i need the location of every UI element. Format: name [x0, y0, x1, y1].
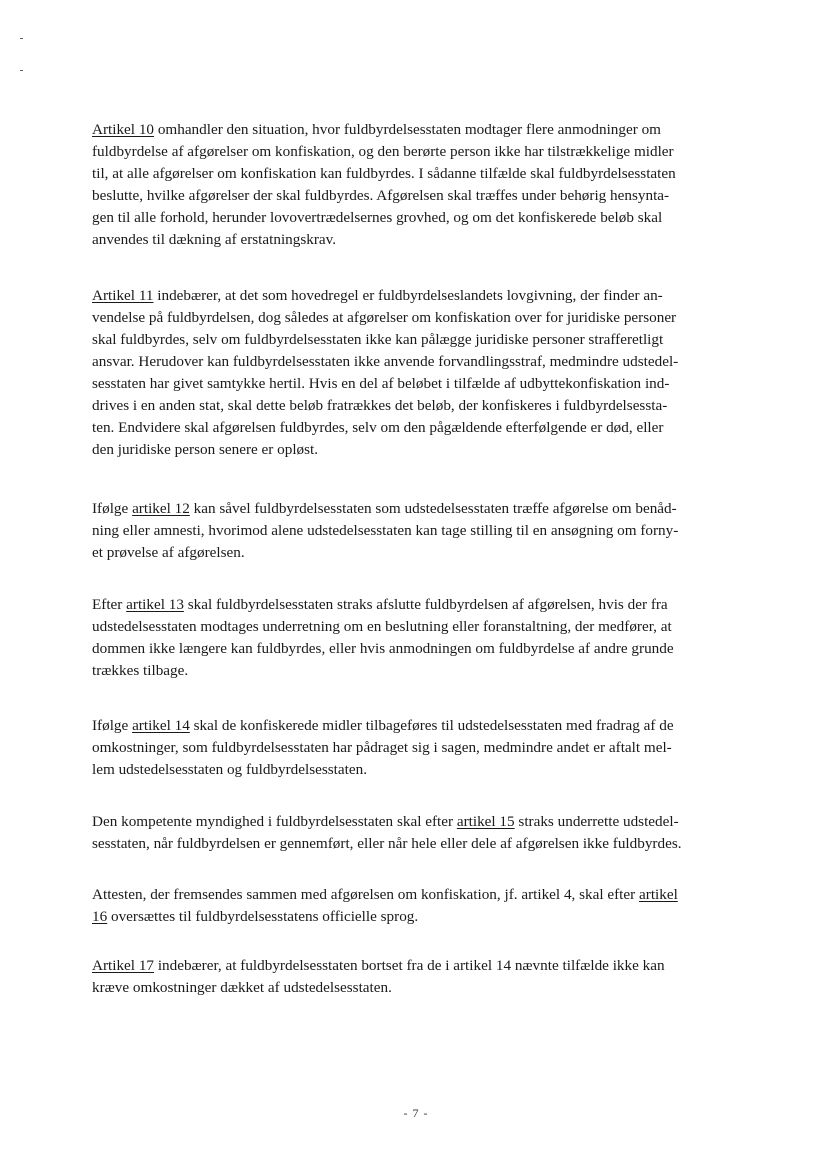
- line-text: kan såvel fuldbyrdelsesstaten som udstedelsesstaten træffe afgørelse om benåd-: [189, 500, 677, 517]
- scan-speck: [20, 38, 23, 39]
- line-text: til, at alle afgørelser om konfiskation kan fuldbyrdes. I sådanne tilfælde skal fuldbyrdelsesstaten: [92, 165, 676, 182]
- line-text: fuldbyrdelse af afgørelser om konfiskation, og den berørte person ikke har tilstrækkelige midler: [92, 143, 674, 160]
- line-text: omkostninger, som fuldbyrdelsesstaten har pådraget sig i sagen, medmindre andet er aftalt mel-: [92, 739, 672, 756]
- text-line: [92, 616, 740, 638]
- line-text: sesstaten har givet samtykke hertil. Hvis en del af beløbet i tilfælde af udbyttekonfiskation ind-: [92, 375, 670, 392]
- article-reference: Artikel 10: [92, 121, 155, 138]
- text-line: [92, 759, 740, 781]
- text-line: [92, 884, 740, 906]
- paragraph-artikel-13: [92, 594, 740, 682]
- text-line: [92, 955, 740, 977]
- paragraph-artikel-11: [92, 285, 740, 461]
- text-line: [92, 395, 740, 417]
- line-text: sesstaten, når fuldbyrdelsen er gennemført, eller når hele eller dele af afgørelsen ikke fuldbyrdes.: [92, 835, 682, 852]
- paragraph-artikel-14: [92, 715, 740, 781]
- text-line: [92, 977, 740, 999]
- line-text: den juridiske person senere er opløst.: [92, 441, 319, 458]
- text-line: [92, 119, 740, 141]
- paragraph-artikel-12: [92, 498, 740, 564]
- text-line: [92, 906, 740, 928]
- line-text: et prøvelse af afgørelsen.: [92, 544, 245, 561]
- line-text: Attesten, der fremsendes sammen med afgørelsen om konfiskation, jf. artikel 4, skal efter: [92, 886, 640, 903]
- text-line: [92, 594, 740, 616]
- text-line: [92, 811, 740, 833]
- line-text: Den kompetente myndighed i fuldbyrdelsesstaten skal efter: [92, 813, 457, 830]
- text-line: [92, 520, 740, 542]
- article-reference: artikel 15: [456, 813, 515, 830]
- line-text: kræve omkostninger dækket af udstedelsesstaten.: [92, 979, 392, 996]
- article-reference: artikel: [639, 886, 678, 903]
- line-text: beslutte, hvilke afgørelser der skal fuldbyrdes. Afgørelsen skal træffes under behørig hensynta-: [92, 187, 670, 204]
- line-text: Ifølge: [92, 717, 133, 734]
- text-line: [92, 833, 740, 855]
- page-number: - 7 -: [403, 1106, 429, 1120]
- text-line: [92, 163, 740, 185]
- line-text: straks underrette udstedel-: [514, 813, 679, 830]
- article-reference: 16: [92, 908, 108, 925]
- text-line: [92, 715, 740, 737]
- line-text: indebærer, at fuldbyrdelsesstaten bortset fra de i artikel 14 nævnte tilfælde ikke kan: [154, 957, 665, 974]
- scan-speck: [20, 70, 23, 71]
- text-line: [92, 660, 740, 682]
- line-text: lem udstedelsesstaten og fuldbyrdelsesstaten.: [92, 761, 367, 778]
- line-text: drives i en anden stat, skal dette beløb fratrækkes det beløb, der konfiskeres i fuldbyrdelsessta-: [92, 397, 668, 414]
- line-text: omhandler den situation, hvor fuldbyrdelsesstaten modtager flere anmodninger om: [154, 121, 661, 138]
- text-line: [92, 185, 740, 207]
- line-text: ansvar. Herudover kan fuldbyrdelsesstaten ikke anvende forvandlingsstraf, medmindre udstedel-: [92, 353, 679, 370]
- text-line: [92, 439, 740, 461]
- line-text: gen til alle forhold, herunder lovovertrædelsernes grovhed, og om det konfiskerede beløb skal: [92, 209, 663, 226]
- line-text: trækkes tilbage.: [92, 662, 189, 679]
- line-text: skal fuldbyrdes, selv om fuldbyrdelsesstaten ikke kan pålægge juridiske personer strafferetligt: [92, 331, 664, 348]
- text-line: [92, 329, 740, 351]
- line-text: anvendes til dækning af erstatningskrav.: [92, 231, 337, 248]
- paragraph-artikel-10: [92, 119, 740, 251]
- article-reference: artikel 13: [126, 596, 184, 613]
- line-text: dommen ikke længere kan fuldbyrdes, eller hvis anmodningen om fuldbyrdelse af andre grunde: [92, 640, 674, 657]
- line-text: Efter: [92, 596, 127, 613]
- text-line: [92, 638, 740, 660]
- line-text: indebærer, at det som hovedregel er fuldbyrdelseslandets lovgivning, der finder an-: [153, 287, 663, 304]
- line-text: udstedelsesstaten modtages underretning om en beslutning eller foranstaltning, der medfører, at: [92, 618, 672, 635]
- text-line: [92, 207, 740, 229]
- article-reference: Artikel 11: [92, 287, 154, 304]
- text-line: [92, 373, 740, 395]
- paragraph-artikel-15: [92, 811, 740, 855]
- line-text: vendelse på fuldbyrdelsen, dog således at afgørelser om konfiskation over for juridiske personer: [92, 309, 677, 326]
- text-line: [92, 141, 740, 163]
- paragraph-artikel-16: [92, 884, 740, 928]
- text-line: [92, 351, 740, 373]
- text-line: [92, 542, 740, 564]
- line-text: skal fuldbyrdelsesstaten straks afslutte fuldbyrdelsen af afgørelsen, hvis der fra: [183, 596, 668, 613]
- text-line: [92, 737, 740, 759]
- text-line: [92, 498, 740, 520]
- line-text: Ifølge: [92, 500, 133, 517]
- line-text: ten. Endvidere skal afgørelsen fuldbyrdes, selv om den pågældende efterfølgende er død, eller: [92, 419, 664, 436]
- paragraph-artikel-17: [92, 955, 740, 999]
- line-text: skal de konfiskerede midler tilbageføres til udstedelsesstaten med fradrag af de: [189, 717, 674, 734]
- line-text: oversættes til fuldbyrdelsesstatens officielle sprog.: [107, 908, 419, 925]
- text-line: [92, 307, 740, 329]
- article-reference: artikel 12: [132, 500, 190, 517]
- text-line: [92, 229, 740, 251]
- line-text: ning eller amnesti, hvorimod alene udstedelsesstaten kan tage stilling til en ansøgning om forny-: [92, 522, 679, 539]
- text-line: [92, 285, 740, 307]
- article-reference: artikel 14: [132, 717, 190, 734]
- text-line: [92, 417, 740, 439]
- article-reference: Artikel 17: [92, 957, 155, 974]
